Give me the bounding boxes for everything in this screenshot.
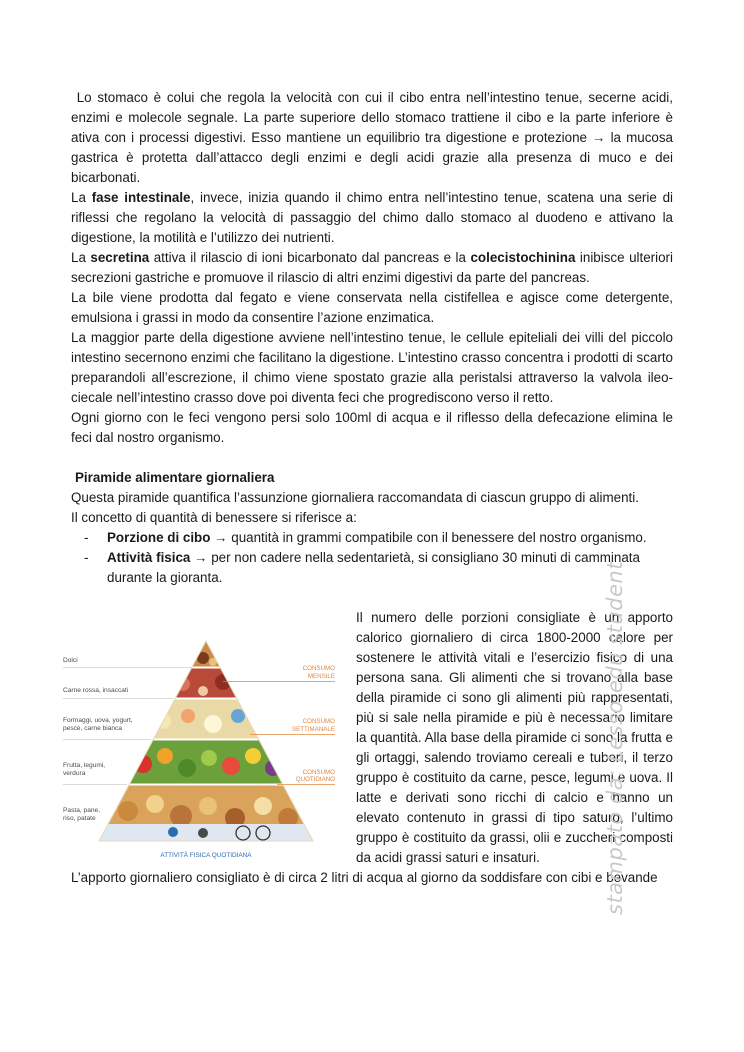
food-pyramid-graphic [63, 636, 343, 864]
paragraph-water: L’apporto giornaliero consigliato è di circa 2 litri di acqua al giorno da soddisfare con cibi e bevande [71, 870, 658, 885]
label-formaggi-line2: pesce, carne bianca [63, 725, 123, 732]
list-item-term: Porzione di cibo [107, 530, 211, 545]
text-run: inibisce ulteriori secrezioni gastriche e promuove il rilascio di altri enzimi digestivi da parte del pancreas. [71, 250, 673, 285]
text-block-stomach [71, 88, 673, 188]
bold-term-secretina: secretina [90, 250, 150, 265]
bold-term-fase-intestinale: fase intestinale [91, 190, 191, 205]
label-carne: Carne rossa, insaccati [63, 687, 129, 694]
list-item-text: → quantità in grammi compatibile con il benessere del nostro organismo. [210, 530, 647, 545]
paragraph-intestinal-phase [71, 188, 673, 248]
text-block-intestine [71, 188, 673, 448]
paragraph-stomach [71, 88, 673, 188]
text-run: , invece, inizia quando il chimo entra nell’intestino tenue, scatena una serie di riflessi che regolano la velocità di passaggio del chimo dallo stomaco al duodeno e attivano la digestione, la motilità e l’utilizzo dei nutrienti. [71, 190, 674, 245]
list-item [84, 528, 674, 548]
label-attivita-fisica: ATTIVITÀ FISICA QUOTIDIANA [160, 852, 252, 859]
section-heading: Piramide alimentare giornaliera [75, 470, 275, 485]
list-item-text: → per non cadere nella sedentarietà, si consigliano 30 minuti di camminata durante la gioranta. [107, 550, 640, 585]
paragraph-digestion: La maggior parte della digestione avviene nell’intestino tenue, le cellule epiteliali dei villi del piccolo intestino secernono enzimi che facilitano la digestione. L’intestino crasso concentra i prodotti di scarto preparandoli all’escrezione, il chimo viene spostato grazie alla peristalsi attraverso la valvola ileo-ciecale nell’intestino crasso dove poi diventa feci che progrediscono verso il retto. [71, 330, 673, 405]
food-pyramid-illustration [63, 636, 343, 864]
label-frutta-line1: Frutta, legumi, [63, 762, 106, 769]
list-item [84, 548, 674, 588]
list-dash: - [84, 530, 89, 545]
section-intro-2: Il concetto di quantità di benessere si riferisce a: [71, 510, 357, 525]
text-run: attiva il rilascio di ioni bicarbonato dal pancreas e la [149, 250, 471, 265]
label-consumo-mensile-1: CONSUMO [302, 665, 335, 672]
paragraph-bile: La bile viene prodotta dal fegato e viene conservata nella cistifellea e agisce come detergente, emulsiona i grassi in modo da consentire l’azione enzimatica. [71, 290, 673, 325]
paragraph-portions: Il numero delle porzioni consigliate è un apporto calorico giornaliero di circa 1800-2000 calore per sostenere le attività vitali e l’esercizio fisico di una persona sana. Gli alimenti che si trovano alla base della piramide ci sono gli alimenti più rappresentati, più si sale nella piramide e più è necessario limitare la quantità. Alla base della piramide ci sono la frutta e gli ortaggi, salendo troviamo cereali e tuberi, il terzo gruppo è costituito da carne, pesce, legumi e uova. Il latte e derivati sono ricchi di calcio e hanno un elevato contenuto in grassi di tipo saturo, l’ultimo gruppo è costituito da grassi, olii e zuccheri composti da acidi grassi saturi e insaturi. [356, 610, 673, 865]
label-consumo-quotidiano-2: QUOTIDIANO [295, 776, 335, 783]
label-consumo-quotidiano-1: CONSUMO [302, 769, 335, 776]
label-pasta-line2: riso, patate [63, 815, 96, 822]
paragraph-text: Lo stomaco è colui che regola la velocità con cui il cibo entra nell’intestino tenue, secerne acidi, enzimi e molecole segnale. La parte superiore dello stomaco trattiene il cibo e la parte inferiore è ativa con i processi digestivi. Esso mantiene un equilibrio tra digestione e protezione → la mucosa gastrica è protetta dall’attacco degli enzimi e degli acidi grazie alla presenza di muco e dei bicarbonati. [71, 90, 673, 185]
label-dolci: Dolci [63, 657, 78, 664]
list-dash: - [84, 550, 89, 565]
watermark: stampato da: Lesso.edu student [603, 561, 627, 915]
paragraph-secretina [71, 248, 673, 288]
label-pasta-line1: Pasta, pane, [63, 807, 101, 814]
label-consumo-settimanale-1: CONSUMO [302, 718, 335, 725]
bold-term-colecistochinina: colecistochinina [470, 250, 576, 265]
label-consumo-settimanale-2: SETTIMANALE [292, 726, 335, 733]
bullet-list [84, 528, 674, 588]
label-frutta-line2: verdura [63, 770, 86, 777]
section-intro: Questa piramide quantifica l’assunzione giornaliera raccomandata di ciascun gruppo di alimenti. [71, 490, 639, 505]
text-run: La [71, 250, 91, 265]
list-item-term: Attività fisica [107, 550, 191, 565]
paragraph-feces: Ogni giorno con le feci vengono persi solo 100ml di acqua e il riflesso della defecazione elimina le feci dal nostro organismo. [71, 410, 673, 445]
label-consumo-mensile-2: MENSILE [307, 673, 335, 680]
text-run: La [71, 190, 92, 205]
label-formaggi-line1: Formaggi, uova, yogurt, [63, 717, 133, 724]
